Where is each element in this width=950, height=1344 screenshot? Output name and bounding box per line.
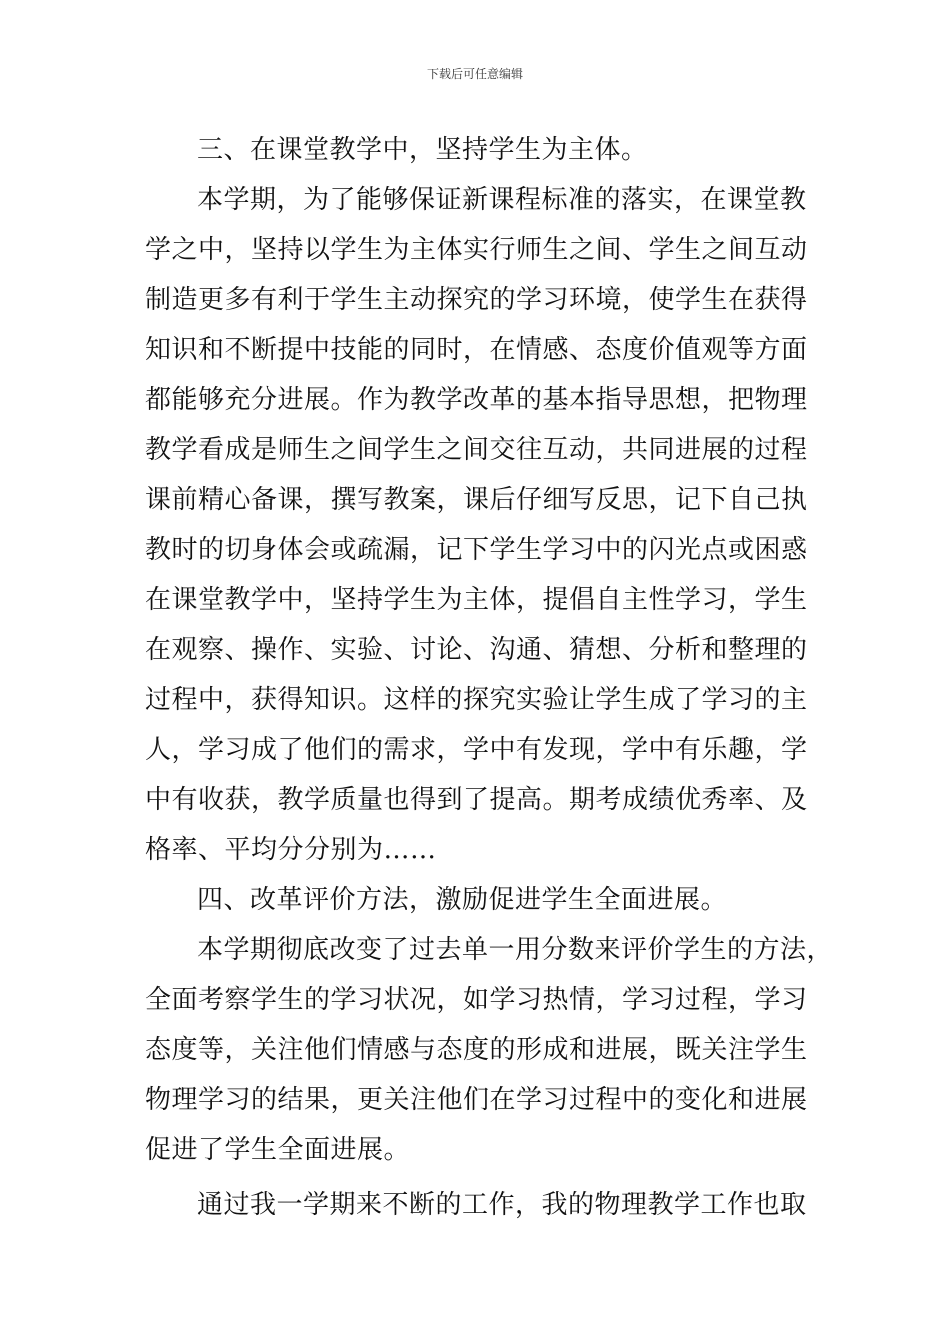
paragraph-line: 态度等，关注他们情感与态度的形成和进展，既关注学生: [145, 1035, 808, 1065]
section-heading-3: 三、在课堂教学中，坚持学生为主体。: [197, 135, 648, 165]
paragraph-line: 学之中，坚持以学生为主体实行师生之间、学生之间互动: [145, 235, 808, 265]
paragraph-line: 在课堂教学中，坚持学生为主体，提倡自主性学习，学生: [145, 585, 808, 615]
paragraph-line: 格率、平均分分别为……: [145, 835, 437, 865]
paragraph-line: 中有收获，教学质量也得到了提高。期考成绩优秀率、及: [145, 785, 808, 815]
paragraph-line: 本学期彻底改变了过去单一用分数来评价学生的方法，: [197, 935, 834, 965]
paragraph-line: 教学看成是师生之间学生之间交往互动，共同进展的过程: [145, 435, 808, 465]
section-heading-4: 四、改革评价方法，激励促进学生全面进展。: [197, 885, 728, 915]
paragraph-line: 物理学习的结果，更关注他们在学习过程中的变化和进展: [145, 1085, 808, 1115]
paragraph-line: 全面考察学生的学习状况，如学习热情，学习过程，学习: [145, 985, 808, 1015]
paragraph-line: 都能够充分进展。作为教学改革的基本指导思想，把物理: [145, 385, 808, 415]
paragraph-line: 促进了学生全面进展。: [145, 1135, 411, 1165]
paragraph-line: 教时的切身体会或疏漏，记下学生学习中的闪光点或困惑: [145, 535, 808, 565]
paragraph-line: 本学期，为了能够保证新课程标准的落实，在课堂教: [197, 185, 807, 215]
paragraph-line: 通过我一学期来不断的工作，我的物理教学工作也取: [197, 1190, 807, 1220]
paragraph-line: 人，学习成了他们的需求，学中有发现，学中有乐趣，学: [145, 735, 808, 765]
paragraph-line: 课前精心备课，撰写教案，课后仔细写反思，记下自己执: [145, 485, 808, 515]
paragraph-line: 知识和不断提中技能的同时，在情感、态度价值观等方面: [145, 335, 808, 365]
paragraph-line: 过程中，获得知识。这样的探究实验让学生成了学习的主: [145, 685, 808, 715]
page-header: 下载后可任意编辑: [426, 67, 523, 81]
paragraph-line: 在观察、操作、实验、讨论、沟通、猜想、分析和整理的: [145, 635, 808, 665]
paragraph-line: 制造更多有利于学生主动探究的学习环境，使学生在获得: [145, 285, 808, 315]
